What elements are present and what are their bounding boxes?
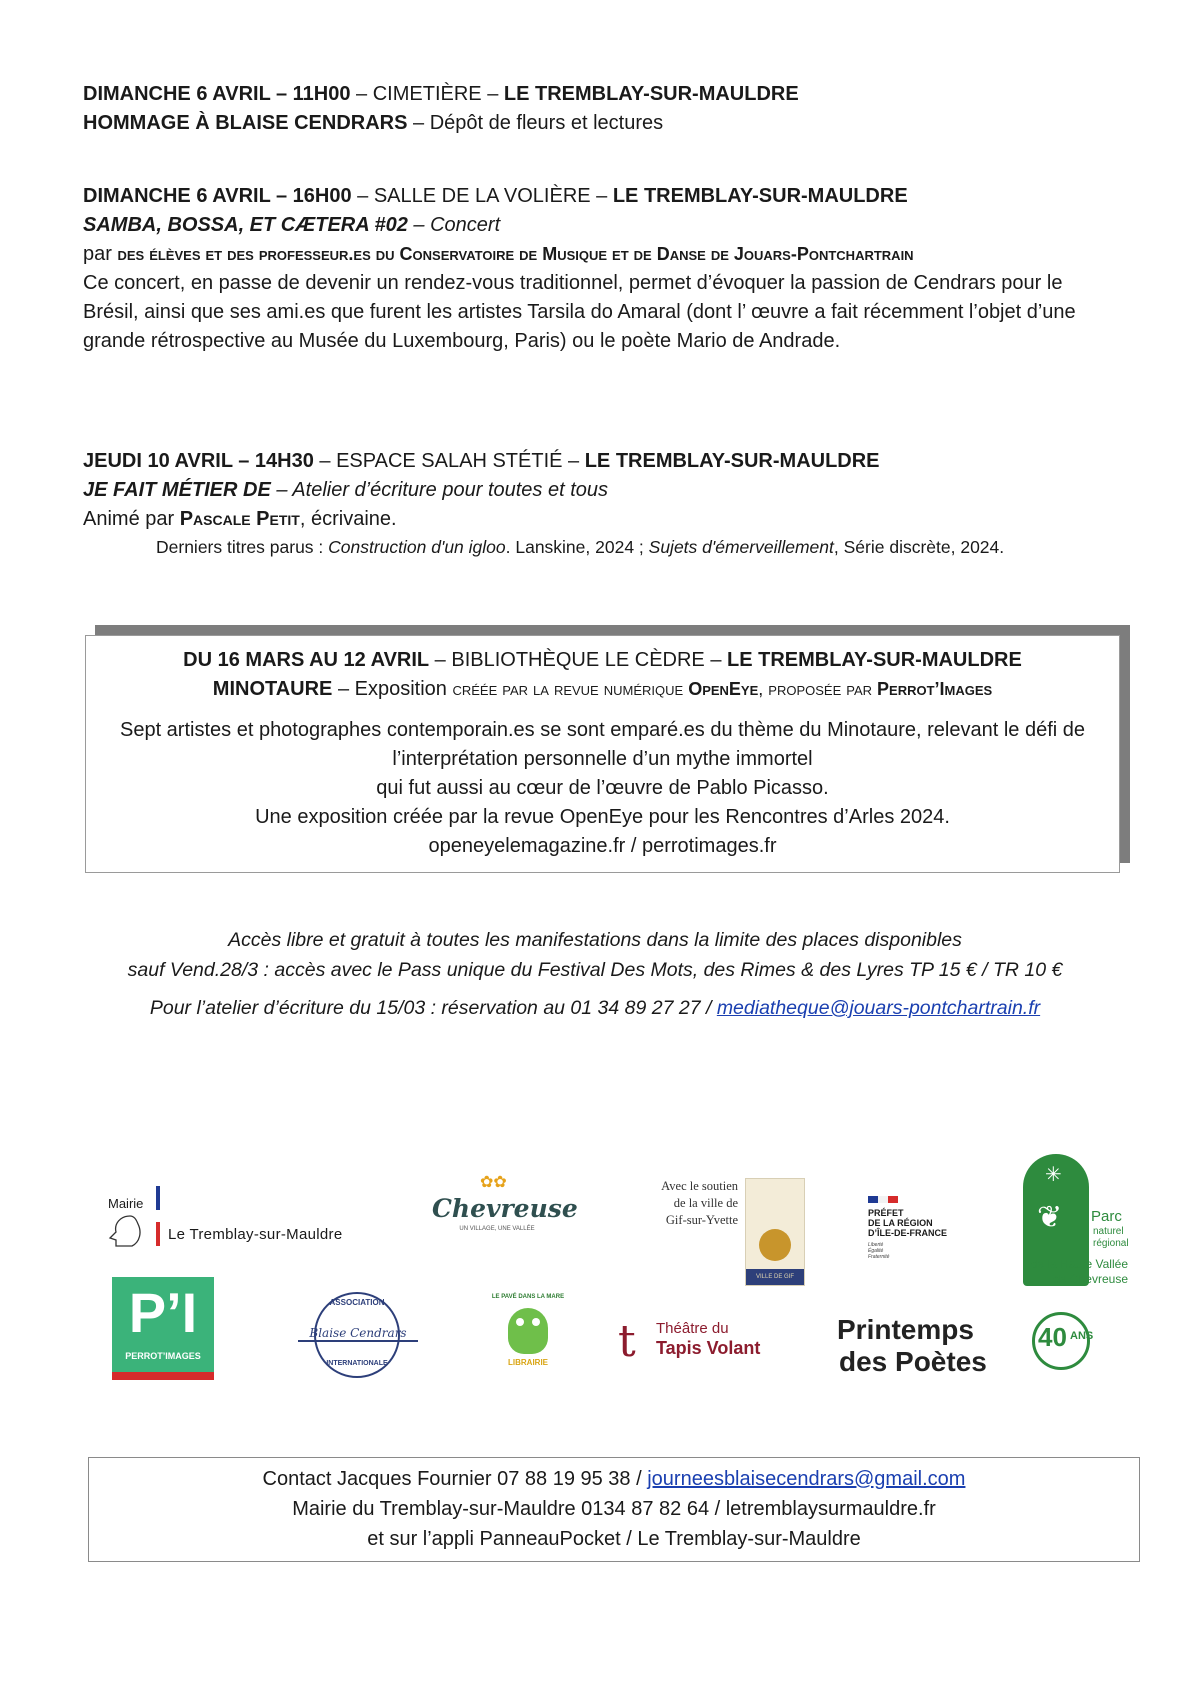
expo-links: openeyelemagazine.fr / perrotimages.fr <box>428 835 777 857</box>
event-samba-concert <box>83 182 1113 356</box>
association-cendrars-logo: ASSOCIATION Blaise Cendrars INTERNATIONALE <box>298 1292 418 1384</box>
gif-sur-yvette-logo: Avec le soutien de la ville de Gif-sur-Yvette VILLE DE GIF <box>652 1178 807 1284</box>
chevreuse-flower-icon: ✿✿ <box>480 1174 507 1191</box>
expo-minotaure-box <box>85 635 1120 873</box>
expo-description-3: Une exposition créée par la revue OpenEye pour les Rencontres d’Arles 2024. <box>255 806 950 828</box>
chevreuse-logo: ✿✿ Chevreuse UN VILLAGE, UNE VALLÉE <box>432 1174 578 1232</box>
gif-emblem-icon: VILLE DE GIF <box>745 1178 805 1286</box>
theatre-tapis-volant-logo: t Théâtre du Tapis Volant <box>618 1316 761 1367</box>
mairie-contact-line: Mairie du Tremblay-sur-Mauldre 0134 87 82 64 / letremblaysurmauldre.fr <box>292 1498 936 1520</box>
event-writing-workshop <box>83 447 1113 561</box>
event-title: SAMBA, BOSSA, ET CÆTERA #02 – Concert <box>83 214 501 236</box>
event-host: Animé par Pascale Petit, écrivaine. <box>83 508 397 530</box>
expo-heading: DU 16 MARS AU 12 AVRIL – BIBLIOTHÈQUE LE CÈDRE – LE TREMBLAY-SUR-MAULDRE <box>183 649 1022 671</box>
contact-line: Contact Jacques Fournier 07 88 19 95 38 / journeesblaisecendrars@gmail.com <box>262 1468 966 1490</box>
printemps-des-poetes-logo: Printemps des Poètes <box>837 1314 987 1377</box>
event-heading: DIMANCHE 6 AVRIL – 16H00 – SALLE DE LA VOLIÈRE – LE TREMBLAY-SUR-MAULDRE <box>83 185 908 207</box>
prefet-idf-logo: PRÉFET DE LA RÉGION D’ÎLE-DE-FRANCE Liberté Égalité Fraternité <box>868 1196 968 1266</box>
event-heading: JEUDI 10 AVRIL – 14H30 – ESPACE SALAH STÉTIÉ – LE TREMBLAY-SUR-MAULDRE <box>83 450 880 472</box>
parc-haute-vallee-logo: ✳ ❦ Parc naturel régional de la Haute Vallée de Chevreuse <box>1023 1154 1128 1300</box>
cendrars-email-link[interactable]: journeesblaisecendrars@gmail.com <box>647 1468 966 1490</box>
event-title: JE FAIT MÉTIER DE – Atelier d’écriture pour toutes et tous <box>83 479 609 501</box>
expo-description-2: qui fut aussi au cœur de l’œuvre de Pablo Picasso. <box>376 777 829 799</box>
event-heading: DIMANCHE 6 AVRIL – 11H00 – CIMETIÈRE – LE TREMBLAY-SUR-MAULDRE <box>83 83 799 105</box>
workshop-reservation: Pour l’atelier d’écriture du 15/03 : réservation au 01 34 89 27 27 / mediatheque@jouars-pontchartrain.fr <box>149 997 1041 1019</box>
event-performers: par des élèves et des professeur.es du Conservatoire de Musique et de Danse de Jouars-Pontchartrain <box>83 243 914 265</box>
mediatheque-email-link[interactable]: mediatheque@jouars-pontchartrain.fr <box>716 997 1041 1019</box>
forty-years-logo: 40 ANS <box>1030 1308 1102 1374</box>
frog-icon <box>508 1308 548 1354</box>
event-title: HOMMAGE À BLAISE CENDRARS – Dépôt de fleurs et lectures <box>83 112 664 134</box>
profile-head-icon <box>100 1212 148 1248</box>
mairie-tremblay-logo: Mairie Le Tremblay-sur-Mauldre <box>90 1186 360 1252</box>
event-latest-titles: Derniers titres parus : Construction d'un igloo. Lanskine, 2024 ; Sujets d'émerveillement, Série discrète, 2024. <box>156 537 1005 557</box>
event-cendrars-hommage <box>83 80 1113 138</box>
contact-box <box>88 1457 1140 1562</box>
event-description: Ce concert, en passe de devenir un rendez-vous traditionnel, permet d’évoquer la passion de Cendrars pour le Brésil, ainsi que ses ami.es que furent les artistes Tarsila do Amaral (dont l’ œuvre a fait récemment l’objet d’une grande rétrospective au Musée du Luxembourg, Paris) ou le poète Mario de Andrade. <box>83 272 1076 352</box>
perrot-images-logo: P’I PERROT’IMAGES <box>112 1277 214 1380</box>
theatre-t-icon: t <box>618 1316 636 1367</box>
pave-dans-la-mare-logo: LE PAVÉ DANS LA MARE LIBRAIRIE <box>491 1294 565 1367</box>
expo-description: Sept artistes et photographes contemporain.es se sont emparé.es du thème du Minotaure, relevant le défi de l’interprétation personnelle d’un mythe immortel <box>119 719 1086 770</box>
panneaupocket-line: et sur l’appli PanneauPocket / Le Tremblay-sur-Mauldre <box>367 1528 861 1550</box>
access-info: Accès libre et gratuit à toutes les manifestations dans la limite des places disponibles sauf Vend.28/3 : accès avec le Pass unique du Festival Des Mots, des Rimes & des Lyres TP 15 € / TR 10 € Pour l’atelier d’écriture du 15/03 : réservation au 01 34 89 27 27 / mediatheque@jouars-pontchartrain.fr <box>60 925 1130 1023</box>
parc-deer-tree-icon: ✳ ❦ <box>1023 1154 1089 1286</box>
expo-title: MINOTAURE – Exposition créée par la revue numérique OpenEye, proposée par Perrot’Images <box>212 678 993 700</box>
